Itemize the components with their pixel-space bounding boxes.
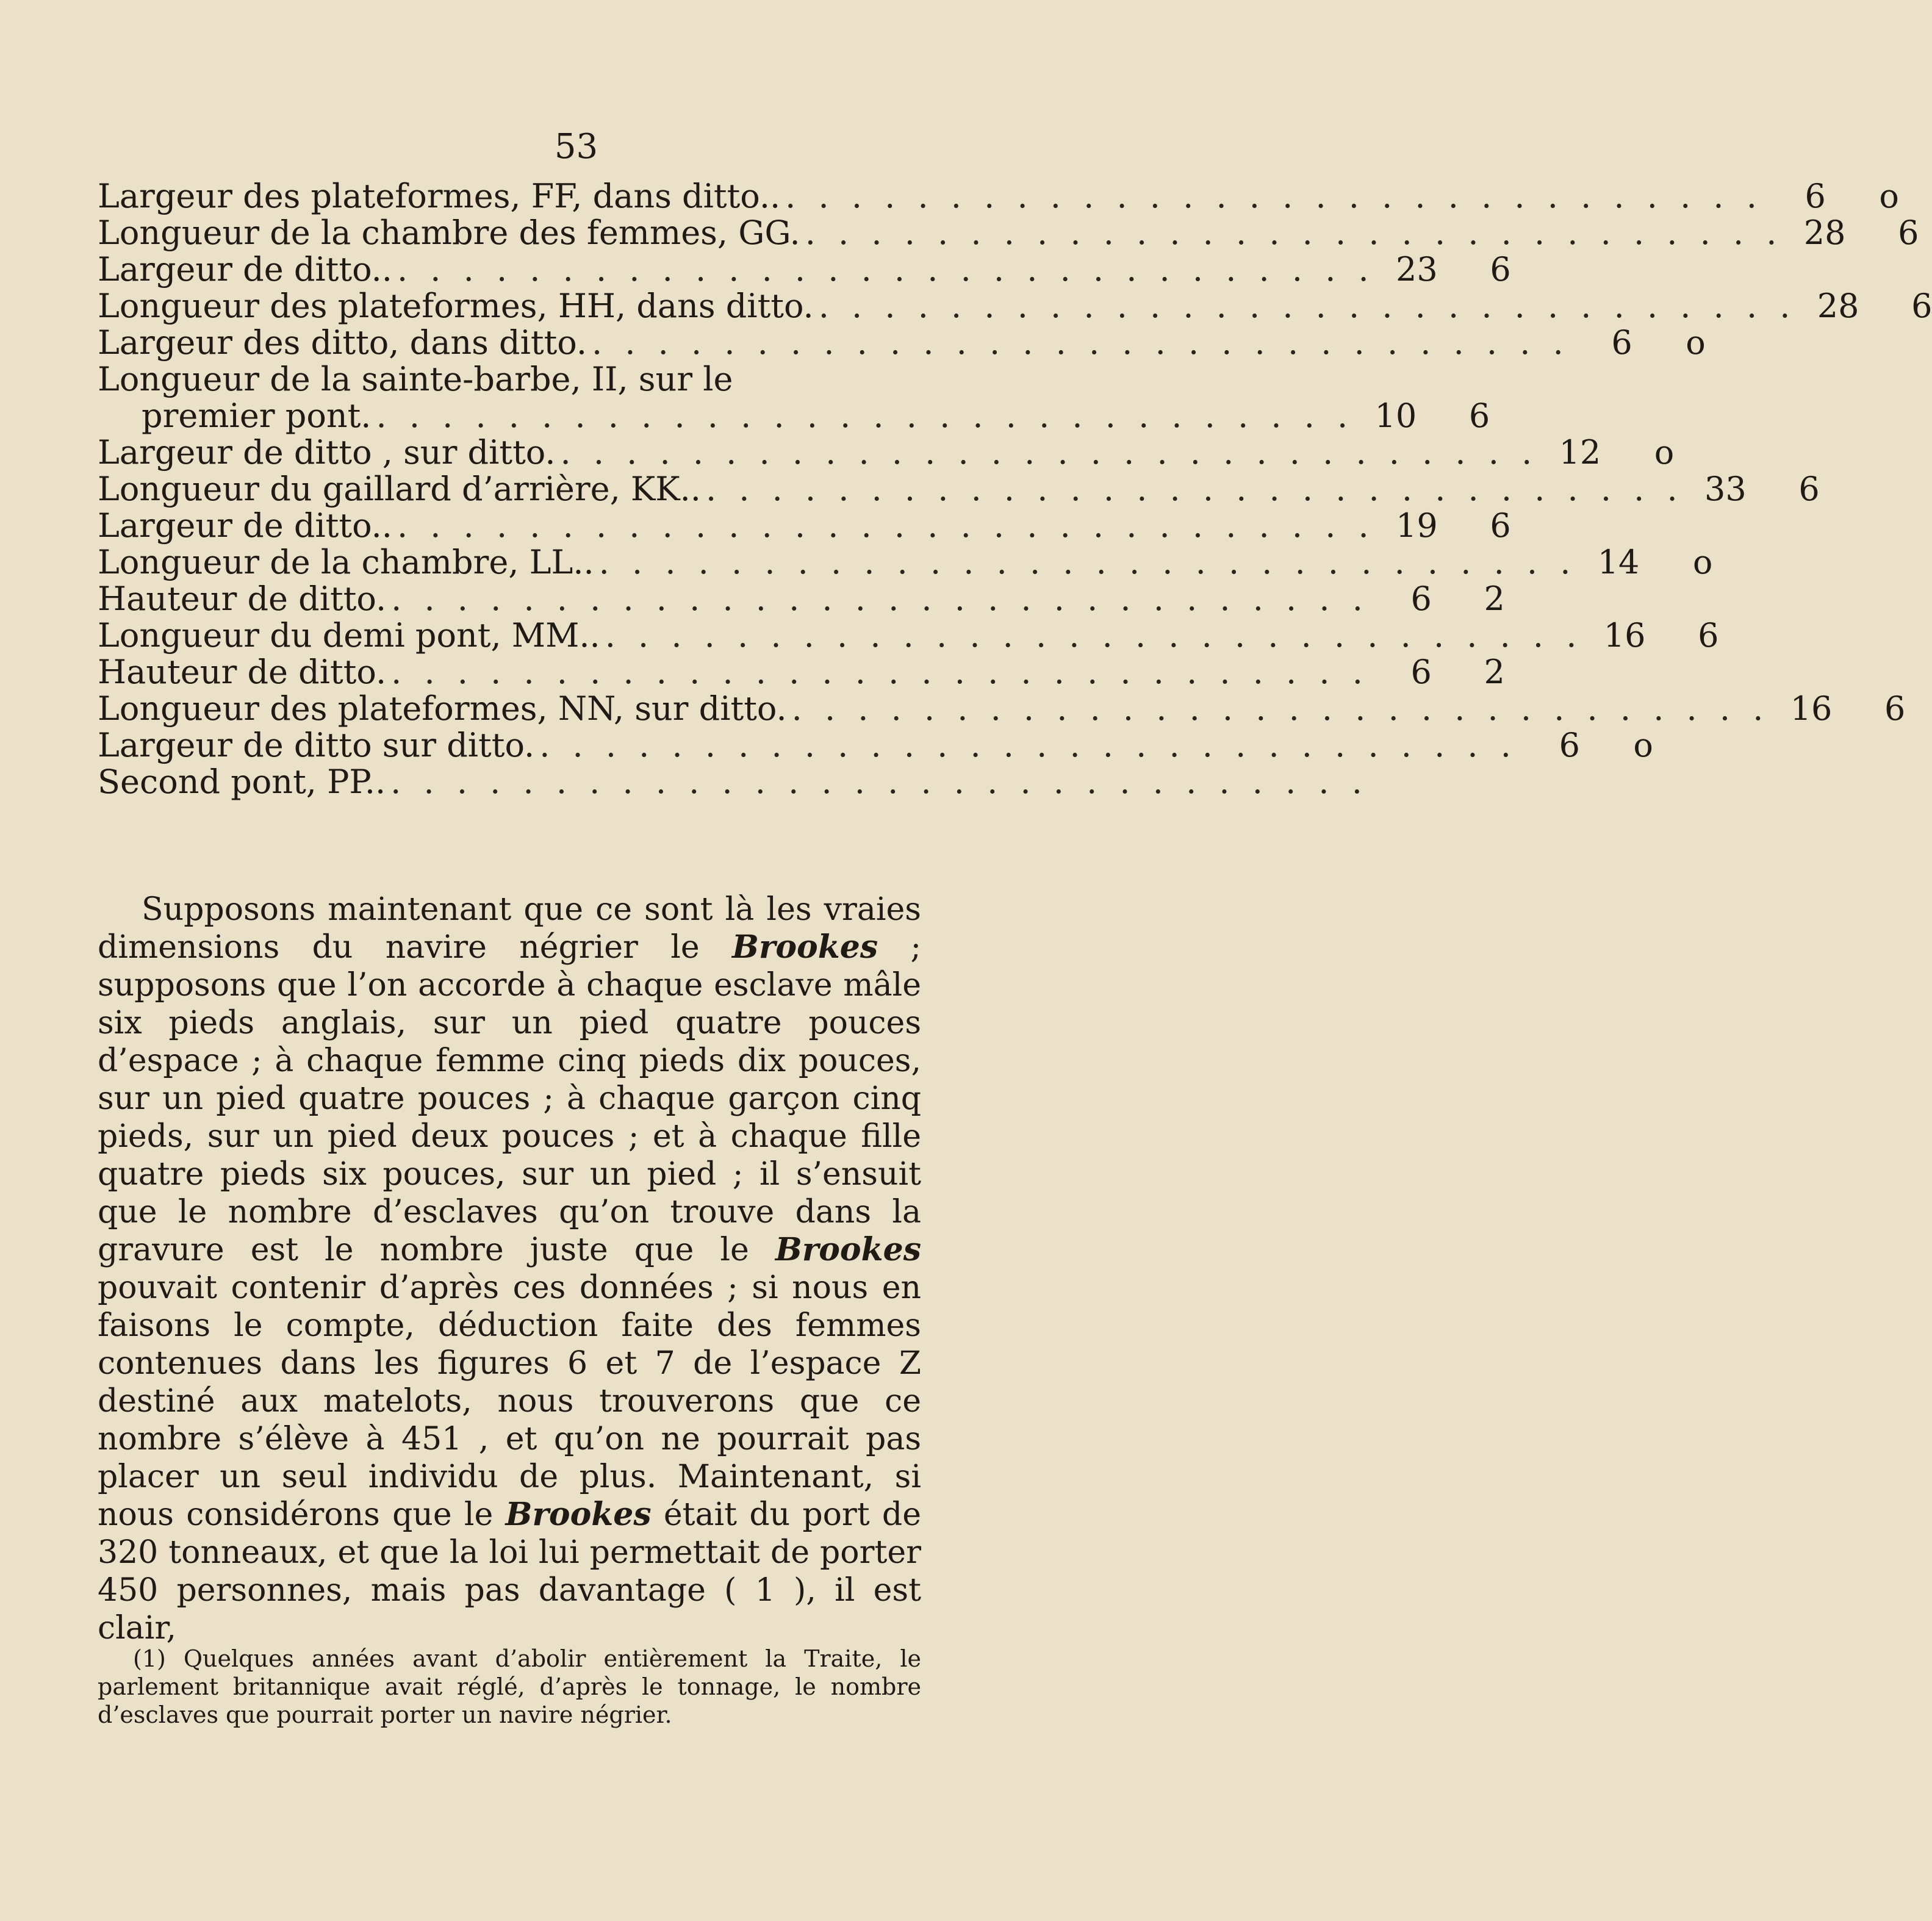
row-label: Longueur de la chambre, LL.. xyxy=(98,543,594,581)
feet-value: 23 xyxy=(1396,250,1438,289)
table-row xyxy=(98,361,927,398)
table-row xyxy=(98,543,1713,581)
inches-value: o xyxy=(1686,323,1706,362)
feet-value: 14 xyxy=(1597,543,1640,581)
row-label: premier pont. xyxy=(142,397,372,435)
row-label: Hauteur de ditto. xyxy=(98,580,387,618)
leader-dots: . . . . . . . . . . . . . . . . . . . . . . . . . . . . . . xyxy=(397,506,1375,545)
leader-dots: . . . . . . . . . . . . . . . . . . . . . . . . . . . . . . xyxy=(390,763,1368,801)
paragraph-text: ; supposons que l’on accorde à chaque esclave mâle six pieds anglais, sur un pied quatre pouces d’espace ; à chaque femme cinq pieds dix pouces, sur un pied quatre pouces ; à chaque garçon cinq pieds, sur un pied deux pouces ; et à chaque fille quatre pieds six pouces, sur un pied ; il s’ensuit que le nombre d’esclaves qu’on trouve dans la gravure est le nombre juste que le xyxy=(98,929,921,1268)
row-label: Longueur du gaillard d’arrière, KK.. xyxy=(98,470,701,508)
inches-value: o xyxy=(1692,543,1713,581)
leader-dots: . . . . . . . . . . . . . . . . . . . . . . . . . . . . . . xyxy=(391,580,1369,618)
feet-value: 12 xyxy=(1559,433,1601,472)
row-label: Largeur des ditto, dans ditto. xyxy=(98,323,587,362)
table-row xyxy=(98,433,1675,472)
row-label: Longueur du demi pont, MM.. xyxy=(98,616,600,655)
ship-name: Brookes xyxy=(775,1231,921,1268)
row-label: Longueur des plateformes, NN, sur ditto. xyxy=(98,689,787,728)
inches-value: 6 xyxy=(1698,616,1719,655)
paragraph-text: était du port de 320 tonneaux, et que la loi lui permettait de porter 450 personnes, mais pas davantage ( 1 ), il est clair, xyxy=(98,1496,921,1646)
feet-value: 10 xyxy=(1374,397,1417,435)
feet-value: 28 xyxy=(1803,214,1846,252)
row-label: Second pont, PP.. xyxy=(98,763,386,801)
leader-dots: . . . . . . . . . . . . . . . . . . . . . . . . . . . . . . xyxy=(791,689,1770,728)
inches-value: 6 xyxy=(1884,689,1906,728)
table-row xyxy=(98,287,1932,325)
feet-value: 16 xyxy=(1603,616,1646,655)
row-label: Largeur de ditto.. xyxy=(98,250,392,289)
inches-value: o xyxy=(1633,726,1653,764)
table-row xyxy=(98,689,1906,728)
inches-value: 6 xyxy=(1798,470,1820,508)
feet-value: 6 xyxy=(1410,653,1432,691)
inches-value: 2 xyxy=(1484,653,1505,691)
footnote: (1) Quelques années avant d’abolir entièrement la Traite, le parlement britannique avait réglé, d’après le tonnage, le nombre d’esclaves que pourrait porter un navire négrier. xyxy=(98,1645,921,1728)
table-row xyxy=(98,506,1511,545)
leader-dots: . . . . . . . . . . . . . . . . . . . . . . . . . . . . . . xyxy=(391,653,1369,691)
table-row xyxy=(98,580,1505,618)
page-number: 53 xyxy=(554,127,598,167)
ship-name: Brookes xyxy=(505,1496,652,1533)
ship-name: Brookes xyxy=(732,928,878,966)
inches-value: o xyxy=(1879,177,1899,215)
table-row xyxy=(98,763,1368,801)
leader-dots: . . . . . . . . . . . . . . . . . . . . . . . . . . . . . . xyxy=(376,397,1354,435)
leader-dots: . . . . . . . . . . . . . . . . . . . . . . . . . . . . . . xyxy=(818,287,1797,325)
row-label: Longueur de la sainte-barbe, II, sur le xyxy=(98,360,733,398)
row-label: Largeur de ditto.. xyxy=(98,506,392,545)
feet-value: 16 xyxy=(1790,689,1833,728)
table-row xyxy=(98,214,1919,252)
inches-value: 2 xyxy=(1484,580,1505,618)
table-row xyxy=(98,250,1511,289)
inches-value: 6 xyxy=(1911,287,1932,325)
paragraph-text: Supposons maintenant que ce sont là les vraies dimensions du navire négrier le xyxy=(98,891,921,966)
leader-dots: . . . . . . . . . . . . . . . . . . . . . . . . . . . . . . xyxy=(397,250,1375,289)
feet-value: 33 xyxy=(1704,470,1747,508)
table-row xyxy=(98,397,1490,435)
dimensions-table xyxy=(98,177,1932,801)
paragraph-text: pouvait contenir d’après ces données ; si nous en faisons le compte, déduction faite des femmes contenues dans les figures 6 et 7 de l’espace Z destiné aux matelots, nous trouverons que ce nombre s’élève à 451 , et qu’on ne pourrait pas placer un seul individu de plus. Maintenant, si nous considérons que le xyxy=(98,1269,921,1533)
leader-dots: . . . . . . . . . . . . . . . . . . . . . . . . . . . . . . xyxy=(805,214,1783,252)
leader-dots: . . . . . . . . . . . . . . . . . . . . . . . . . . . . . . xyxy=(598,543,1577,581)
leader-dots: . . . . . . . . . . . . . . . . . . . . . . . . . . . . . . xyxy=(705,470,1684,508)
inches-value: 6 xyxy=(1490,506,1511,545)
feet-value: 6 xyxy=(1805,177,1826,215)
row-label: Hauteur de ditto. xyxy=(98,653,387,691)
row-label: Largeur de ditto sur ditto. xyxy=(98,726,535,764)
row-label: Largeur de ditto , sur ditto. xyxy=(98,433,556,472)
inches-value: o xyxy=(1654,433,1675,472)
table-row xyxy=(98,470,1820,508)
row-label: Longueur de la chambre des femmes, GG. xyxy=(98,214,800,252)
leader-dots: . . . . . . . . . . . . . . . . . . . . . . . . . . . . . . xyxy=(785,177,1763,215)
inches-value: 6 xyxy=(1490,250,1511,289)
table-row xyxy=(98,653,1505,691)
feet-value: 19 xyxy=(1396,506,1438,545)
leader-dots: . . . . . . . . . . . . . . . . . . . . . . . . . . . . . . xyxy=(592,323,1570,362)
feet-value: 28 xyxy=(1817,287,1859,325)
feet-value: 6 xyxy=(1559,726,1580,764)
feet-value: 6 xyxy=(1611,323,1632,362)
leader-dots: . . . . . . . . . . . . . . . . . . . . . . . . . . . . . . xyxy=(539,726,1517,764)
leader-dots: . . . . . . . . . . . . . . . . . . . . . . . . . . . . . . xyxy=(605,616,1583,655)
inches-value: 6 xyxy=(1898,214,1919,252)
leader-dots: . . . . . . . . . . . . . . . . . . . . . . . . . . . . . . xyxy=(560,433,1539,472)
row-label: Largeur des plateformes, FF, dans ditto.. xyxy=(98,177,781,215)
table-row xyxy=(98,323,1706,362)
table-row xyxy=(98,616,1719,655)
table-row xyxy=(98,177,1899,215)
inches-value: 6 xyxy=(1468,397,1490,435)
feet-value: 6 xyxy=(1410,580,1432,618)
body-paragraph xyxy=(98,891,921,1647)
table-row xyxy=(98,726,1653,764)
row-label: Longueur des plateformes, HH, dans ditto. xyxy=(98,287,814,325)
